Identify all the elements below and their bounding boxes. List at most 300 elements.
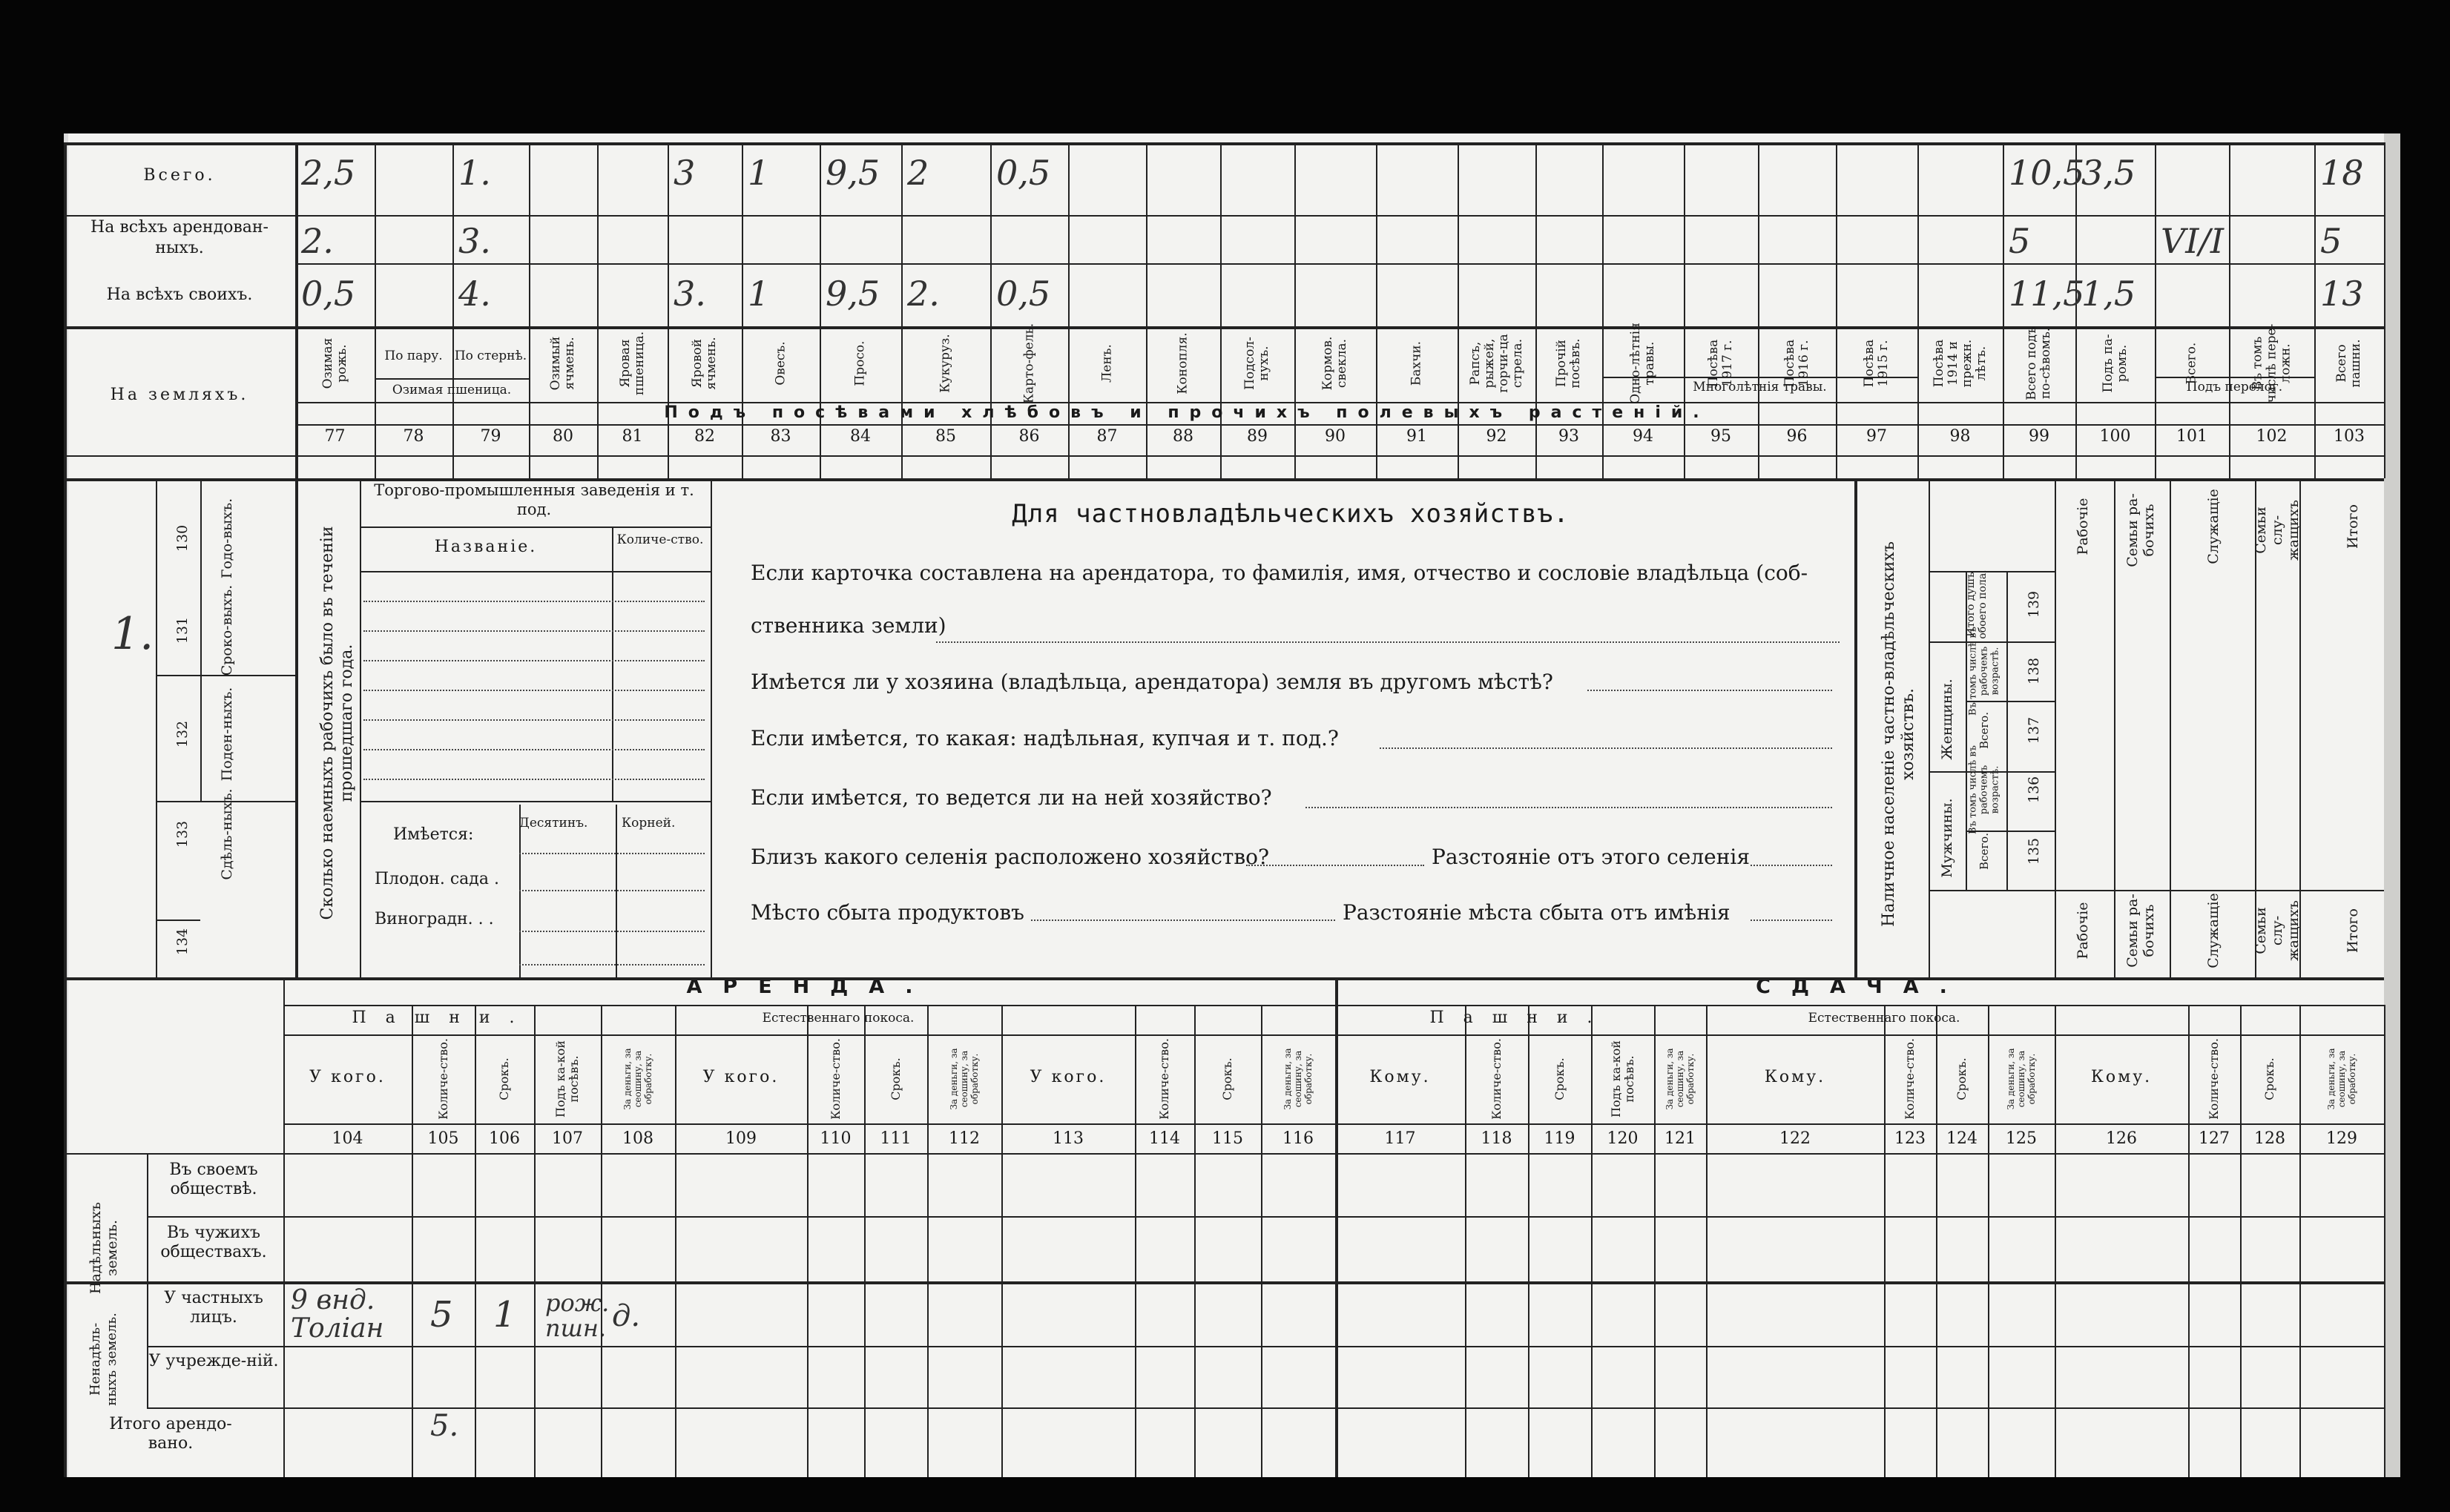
row-own-society: Въ своемъ обществѣ. — [169, 1161, 258, 1198]
col-header: Всего подъ по-сѣвомъ. — [2024, 326, 2053, 400]
rule-line — [2384, 142, 2385, 478]
rule-line — [612, 526, 613, 801]
cat-bottom-worker-families: Семьи ра-бочихъ — [2124, 894, 2157, 968]
rule-line — [2255, 478, 2256, 977]
row-label-own: На всѣхъ своихъ. — [106, 285, 253, 304]
handwritten-value: 2,5 — [301, 153, 356, 193]
row-total-leased: Итого арендо-вано. — [109, 1415, 232, 1453]
rule-line — [360, 526, 711, 528]
handwritten-value: 2. — [301, 221, 334, 261]
col-header: Подсол-нухъ. — [1242, 337, 1271, 390]
col-number: 91 — [1406, 427, 1427, 446]
rule-line — [711, 478, 712, 977]
col-number: 97 — [1866, 427, 1887, 446]
bottom-col-header: Срокъ. — [497, 1057, 511, 1100]
arenda-estestv: Естественнаго покоса. — [762, 1011, 915, 1026]
hand-row3-qty: 5 — [430, 1294, 453, 1336]
dotted-fill-line — [1031, 920, 1335, 921]
hand-row3-pay: д. — [612, 1299, 641, 1333]
col-number: 82 — [694, 427, 715, 446]
muzh-vtom: Въ томъ числѣ въ рабочемъ возрастѣ. — [1967, 745, 2001, 834]
bottom-col-number: 117 — [1384, 1129, 1416, 1148]
handwritten-value: 1,5 — [2081, 274, 2136, 314]
handwritten-value: 3. — [458, 221, 491, 261]
handwritten-value: 2 — [907, 153, 929, 193]
cat-top-total: Итого — [2345, 504, 2361, 549]
col-131-label: Сроко-выхъ. — [219, 584, 235, 676]
rule-line — [1966, 701, 2055, 702]
rule-line — [283, 1034, 2384, 1036]
sdacha-title: СДАЧА. — [1756, 975, 1968, 998]
rule-line — [2384, 1005, 2385, 1477]
question-1b: ственника земли) — [751, 613, 946, 638]
bottom-col-header: Подъ ка-кой посѣвъ. — [553, 1040, 581, 1118]
bottom-col-number: 110 — [820, 1129, 852, 1148]
col-133-label: Сдѣль-ныхъ. — [219, 788, 235, 880]
bottom-col-header: За деньги, за сеошину, за обработку. — [622, 1048, 653, 1110]
rule-line — [64, 977, 2384, 980]
rule-line — [64, 215, 2384, 217]
rule-line — [156, 920, 200, 921]
dotted-fill-line — [363, 719, 705, 721]
col-131-number: 131 — [174, 616, 191, 644]
rule-line — [147, 1407, 2384, 1409]
col-header: Яровой ячмень. — [690, 337, 719, 390]
cat-bottom-workers: Рабочіе — [2075, 902, 2091, 960]
nadel-vertical: Надѣльныхъ земель. — [88, 1201, 120, 1295]
dotted-fill-line — [1751, 920, 1832, 921]
bottom-col-header: За деньги, за сеошину, за обработку. — [2006, 1048, 2037, 1110]
col-132-label: Поден-ныхъ. — [219, 687, 235, 782]
col-header: Прочій посѣвъ. — [1554, 338, 1583, 389]
question-5b: Разстояніе отъ этого селенія — [1432, 845, 1750, 869]
col-130-number: 130 — [174, 524, 191, 552]
rule-line — [1929, 478, 1930, 977]
handwritten-value: 9,5 — [826, 274, 880, 314]
pop-138: 138 — [2026, 657, 2042, 685]
rule-line — [2188, 1005, 2190, 1477]
rule-line — [2006, 571, 2008, 890]
dotted-fill-line — [363, 630, 705, 632]
rule-line — [927, 1005, 929, 1477]
col-header: Озимая рожь. — [320, 337, 349, 389]
rule-line — [1335, 977, 1338, 1477]
bottom-col-header: Количе-ство. — [1903, 1038, 1917, 1120]
bottom-col-number: 125 — [2006, 1129, 2037, 1148]
handwritten-value: 3 — [674, 153, 696, 193]
rule-line — [2055, 890, 2384, 891]
col-number: 95 — [1710, 427, 1731, 446]
hand-row3-from: 9 внд. Толіан — [291, 1285, 384, 1344]
rule-line — [1884, 1005, 1886, 1477]
col-number: 85 — [935, 427, 956, 446]
bottom-col-number: 115 — [1212, 1129, 1243, 1148]
bottom-col-number: 126 — [2106, 1129, 2137, 1148]
col-number: 99 — [2029, 427, 2049, 446]
col-header: Кормов. свекла. — [1320, 336, 1349, 391]
rule-line — [64, 1281, 2384, 1284]
bottom-col-header: Срокъ. — [1955, 1057, 1969, 1100]
bottom-col-header: Количе-ство. — [435, 1038, 450, 1120]
col-header: Карто-фель. — [1021, 323, 1036, 404]
bottom-col-number: 108 — [622, 1129, 653, 1148]
bottom-col-header: Срокъ. — [1552, 1057, 1567, 1100]
rule-line — [1966, 571, 1967, 890]
rule-line — [283, 1005, 2384, 1006]
bottom-col-number: 114 — [1149, 1129, 1180, 1148]
bottom-col-header: У кого. — [309, 1068, 386, 1086]
row-institutions: У учрежде-ній. — [148, 1352, 279, 1370]
bottom-col-number: 116 — [1282, 1129, 1314, 1148]
rule-line — [295, 263, 2384, 265]
bottom-col-header: Срокъ. — [1220, 1057, 1234, 1100]
rule-line — [360, 478, 361, 977]
ozimaya-header: Озимая пшеница. — [392, 383, 512, 397]
cat-top-workers: Рабочіе — [2075, 498, 2091, 555]
muzh-vsego: Всего. — [1978, 833, 1991, 870]
handwritten-value: 2. — [907, 274, 940, 314]
zhen-vsego: Всего. — [1978, 712, 1991, 749]
rule-line — [147, 1153, 148, 1407]
desyatin-header: Десятинъ. — [519, 816, 588, 831]
rule-line — [295, 424, 2384, 426]
row-private-persons: У частныхъ лицъ. — [164, 1289, 263, 1327]
bottom-col-header: Подъ ка-кой посѣвъ. — [1608, 1040, 1636, 1118]
dotted-fill-line — [1305, 807, 1832, 808]
col-header: Въ томъ числѣ пере-ложн. — [2250, 323, 2293, 403]
bottom-col-header: Кому. — [2090, 1068, 2153, 1086]
col-number: 79 — [480, 427, 501, 446]
bottom-col-header: Количе-ство. — [1489, 1038, 1504, 1120]
rule-line — [2155, 377, 2314, 378]
col-header: Посѣва 1916 г. — [1782, 339, 1811, 388]
bottom-col-number: 120 — [1607, 1129, 1639, 1148]
rule-line — [1929, 771, 2055, 773]
workers-vertical-label: Сколько наемныхъ рабочихъ было въ теченіи прошедшаго года. — [318, 526, 356, 920]
handwritten-value: 10,5 — [2009, 153, 2085, 193]
col-header: Кукуруз. — [938, 334, 953, 393]
sdacha-estestv: Естественнаго покоса. — [1808, 1011, 1960, 1026]
rule-line — [1261, 1005, 1262, 1477]
rule-line — [64, 142, 2384, 145]
col-header: Подъ па-ромъ. — [2100, 334, 2130, 393]
hand-row3-term: 1 — [493, 1294, 516, 1336]
rule-line — [807, 1005, 809, 1477]
rule-line — [1854, 478, 1857, 977]
bottom-col-number: 119 — [1544, 1129, 1575, 1148]
bottom-col-number: 105 — [427, 1129, 459, 1148]
bottom-col-header: У кого. — [1030, 1068, 1107, 1086]
cat-top-staff-families: Семьи слу-жащихъ — [2253, 500, 2302, 561]
col-number: 100 — [2099, 427, 2131, 446]
dotted-fill-line — [363, 601, 705, 602]
handwritten-value: 0,5 — [996, 153, 1051, 193]
dotted-fill-line — [936, 641, 1840, 643]
col-number: 80 — [553, 427, 573, 446]
col-header: Посѣва 1915 г. — [1862, 339, 1891, 388]
bottom-col-number: 121 — [1664, 1129, 1696, 1148]
rule-line — [1929, 641, 2055, 643]
rule-line — [64, 455, 2384, 457]
mnogolet-header: Многолѣтнія травы. — [1693, 380, 1827, 394]
col-number: 84 — [850, 427, 871, 446]
vinograd-label: Виноградн. . . — [375, 910, 494, 928]
rule-line — [1194, 1005, 1196, 1477]
handwritten-value: 1 — [748, 274, 770, 314]
dotted-fill-line — [363, 749, 705, 750]
rule-line — [601, 1005, 602, 1477]
rule-line — [147, 1346, 2384, 1347]
col-header: Посѣва 1914 и прежн. лѣтъ. — [1931, 339, 1989, 388]
row-other-societies: Въ чужихъ обществахъ. — [160, 1224, 267, 1261]
sdacha-pashni: Пашни. — [1429, 1008, 1612, 1027]
rule-line — [1988, 1005, 1989, 1477]
question-3: Если имѣется, то какая: надѣльная, купчая и т. под.? — [751, 726, 1339, 750]
bottom-col-header: Срокъ. — [888, 1057, 903, 1100]
col-number: 83 — [770, 427, 791, 446]
rule-line — [375, 378, 529, 380]
dotted-fill-line — [1587, 690, 1832, 691]
row-label-leased-2: ныхъ. — [155, 239, 204, 257]
col-132-number: 132 — [174, 720, 191, 748]
question-6b: Разстояніе мѣста сбыта отъ имѣнія — [1343, 900, 1731, 925]
zhen-label: Женщины. — [1939, 679, 1955, 760]
rule-line — [2114, 478, 2115, 977]
dotted-fill-line — [363, 779, 705, 780]
rule-line — [1654, 1005, 1656, 1477]
rule-line — [475, 1005, 476, 1477]
col-header: По стернѣ. — [454, 349, 527, 363]
handwritten-value: 1. — [458, 153, 491, 193]
col-number: 86 — [1018, 427, 1040, 446]
cat-top-worker-families: Семьи ра-бочихъ — [2124, 493, 2157, 567]
question-6a: Мѣсто сбыта продуктовъ — [751, 900, 1024, 925]
col-number: 94 — [1633, 427, 1653, 446]
bottom-col-header: Количе-ство. — [2207, 1038, 2221, 1120]
arenda-pashni: Пашни. — [352, 1008, 534, 1027]
pop-137: 137 — [2026, 716, 2042, 745]
rule-line — [156, 675, 295, 676]
dotted-fill-line — [1751, 865, 1832, 866]
hand-row3-crop: рож. пшн. — [545, 1289, 610, 1342]
scan-edge — [2384, 133, 2400, 1477]
bottom-col-number: 106 — [489, 1129, 520, 1148]
col-header: Бахчи. — [1409, 340, 1424, 386]
cat-bottom-staff: Служащіе — [2205, 893, 2222, 968]
col-header: Овесъ. — [773, 341, 788, 386]
col-number: 102 — [2256, 427, 2288, 446]
bottom-col-number: 113 — [1053, 1129, 1084, 1148]
bottom-col-number: 123 — [1894, 1129, 1926, 1148]
korney-header: Корней. — [622, 816, 676, 831]
handwritten-value: 11,5 — [2009, 274, 2085, 314]
col-number: 103 — [2334, 427, 2365, 446]
rule-line — [1528, 1005, 1529, 1477]
rule-line — [534, 1005, 536, 1477]
col-number: 89 — [1247, 427, 1268, 446]
handwritten-value: 3. — [674, 274, 706, 314]
band-label: Подъ посѣвами хлѣбовъ и прочихъ полевыхъ растеній. — [664, 403, 1710, 422]
rule-line — [1135, 1005, 1136, 1477]
cat-top-staff: Служащіе — [2205, 489, 2222, 564]
bottom-col-number: 124 — [1946, 1129, 1978, 1148]
question-4: Если имѣется, то ведется ли на ней хозяйство? — [751, 785, 1272, 810]
dotted-fill-line — [519, 931, 705, 932]
imeetsya-label: Имѣется: — [393, 825, 474, 844]
rule-line — [1602, 377, 1917, 378]
zhen-vtom: Въ томъ числѣ въ рабочемъ возрастѣ. — [1967, 627, 2001, 716]
rule-line — [1929, 571, 2055, 572]
podper-header: Подъ перелог. — [2186, 380, 2283, 394]
plodon-label: Плодон. сада . — [375, 870, 499, 888]
handwritten-value: 0,5 — [996, 274, 1051, 314]
rule-line — [1465, 1005, 1466, 1477]
col-header: Всего пашни. — [2334, 339, 2363, 388]
question-1a: Если карточка составлена на арендатора, то фамилія, имя, отчество и сословіе владѣльца (соб- — [751, 561, 1808, 585]
handwritten-value: 5 — [2009, 221, 2031, 261]
cat-bottom-total: Итого — [2345, 908, 2361, 953]
bottom-col-number: 122 — [1779, 1129, 1811, 1148]
cat-bottom-staff-families: Семьи слу-жащихъ — [2253, 900, 2302, 961]
bottom-col-header: У кого. — [702, 1068, 780, 1086]
handwritten-value: 3,5 — [2081, 153, 2136, 193]
col-number: 87 — [1096, 427, 1118, 446]
row-label-leased: На всѣхъ арендован- — [90, 218, 269, 237]
trade-qty-header: Количе-ство. — [616, 532, 704, 547]
col-number: 93 — [1558, 427, 1579, 446]
bottom-col-number: 104 — [332, 1129, 363, 1148]
bottom-col-number: 112 — [949, 1129, 980, 1148]
dotted-fill-line — [1246, 865, 1424, 866]
rule-line — [156, 478, 157, 977]
rule-line — [412, 1005, 413, 1477]
dotted-fill-line — [1380, 747, 1832, 749]
handwritten-130: 1. — [111, 608, 154, 660]
dotted-fill-line — [519, 853, 705, 854]
bottom-col-number: 129 — [2326, 1129, 2357, 1148]
col-number: 90 — [1325, 427, 1346, 446]
rule-line — [864, 1005, 866, 1477]
bottom-col-header: За деньги, за сеошину, за обработку. — [1282, 1048, 1314, 1110]
rule-line — [1966, 831, 2055, 832]
dotted-fill-line — [363, 690, 705, 691]
col-134-number: 134 — [174, 928, 191, 956]
bottom-col-number: 111 — [880, 1129, 912, 1148]
nenadel-vertical: Ненадѣль-ныхъ земель. — [88, 1313, 119, 1406]
bottom-col-number: 118 — [1481, 1129, 1512, 1148]
trade-name-header: Названіе. — [434, 538, 538, 556]
rule-line — [64, 478, 2384, 481]
rule-line — [1929, 890, 2055, 891]
question-5a: Близъ какого селенія расположено хозяйство? — [751, 845, 1270, 869]
col-number: 77 — [324, 427, 346, 446]
col-number: 88 — [1173, 427, 1193, 446]
rule-line — [2170, 478, 2171, 977]
handwritten-value: 5 — [2320, 221, 2342, 261]
rule-line — [2299, 478, 2301, 977]
private-title: Для частновладѣльческихъ хозяйствъ. — [1012, 499, 1570, 529]
bottom-col-header: За деньги, за сеошину, за обработку. — [949, 1048, 980, 1110]
handwritten-value: 13 — [2320, 274, 2364, 314]
pop-136: 136 — [2026, 776, 2042, 804]
col-header: Озимый ячмень. — [548, 336, 577, 391]
col-133-number: 133 — [174, 820, 191, 848]
handwritten-value: VI/I — [2161, 221, 2225, 261]
dotted-fill-line — [519, 890, 705, 891]
col-header: Всего. — [2184, 342, 2199, 385]
bottom-col-header: Кому. — [1369, 1068, 1431, 1086]
col-header: Посѣва 1917 г. — [1706, 339, 1735, 388]
col-number: 96 — [1786, 427, 1808, 446]
bottom-col-number: 107 — [552, 1129, 583, 1148]
pop-139: 139 — [2026, 590, 2042, 618]
question-2: Имѣется ли у хозяина (владѣльца, арендатора) земля въ другомъ мѣстѣ? — [751, 670, 1553, 694]
itogo-dush: Итого душъ обоего пола. — [1965, 570, 1989, 639]
rule-line — [2299, 1005, 2301, 1477]
rule-line — [1591, 1005, 1593, 1477]
population-vertical-label: Наличное населеніе частно-владѣльческихъ хозяйствъ. — [1880, 541, 1917, 927]
rule-line — [2055, 478, 2056, 977]
rule-line — [1936, 1005, 1937, 1477]
col-header: Одно-лѣтнія травы. — [1628, 323, 1657, 404]
handwritten-value: 4. — [458, 274, 491, 314]
col-130-label: Годо-выхъ. — [219, 498, 235, 579]
col-header: Конопля. — [1175, 332, 1191, 394]
rule-line — [200, 478, 202, 801]
handwritten-value: 18 — [2320, 153, 2364, 193]
col-number: 101 — [2176, 427, 2207, 446]
col-header: Яровая пшеница. — [617, 331, 647, 396]
rule-line — [147, 1216, 2384, 1218]
col-header: Просо. — [852, 340, 868, 386]
rule-line — [283, 1123, 2384, 1125]
handwritten-value: 9,5 — [826, 153, 880, 193]
row-label-lands: На земляхъ. — [110, 386, 249, 404]
bottom-col-header: Срокъ. — [2262, 1057, 2276, 1100]
bottom-col-header: Кому. — [1764, 1068, 1826, 1086]
col-header: Ленъ. — [1099, 344, 1114, 383]
col-number: 78 — [403, 427, 424, 446]
col-number: 98 — [1949, 427, 1971, 446]
bottom-col-header: За деньги, за сеошину, за обработку. — [2326, 1048, 2357, 1110]
rule-line — [156, 801, 295, 802]
rule-line — [360, 571, 711, 572]
col-header: Рапсъ, рыжей, горчи-ца стрела. — [1467, 334, 1525, 393]
muzh-label: Мужчины. — [1939, 798, 1955, 878]
arenda-title: АРЕНДА. — [686, 975, 934, 998]
hand-total: 5. — [430, 1409, 459, 1443]
trade-title: Торгово-промышленныя заведенія и т. под. — [374, 481, 694, 518]
bottom-col-number: 127 — [2199, 1129, 2230, 1148]
bottom-col-header: Количе-ство. — [828, 1038, 843, 1120]
dotted-fill-line — [363, 660, 705, 661]
bottom-col-number: 128 — [2254, 1129, 2285, 1148]
rule-line — [295, 478, 298, 977]
rule-line — [64, 142, 67, 1477]
bottom-col-header: За деньги, за сеошину, за обработку. — [1664, 1048, 1696, 1110]
row-label-total: Всего. — [143, 166, 216, 185]
rule-line — [360, 801, 711, 802]
rule-line — [2240, 1005, 2242, 1477]
bottom-col-number: 109 — [725, 1129, 757, 1148]
col-number: 81 — [622, 427, 643, 446]
handwritten-value: 1 — [748, 153, 770, 193]
col-number: 92 — [1486, 427, 1507, 446]
handwritten-value: 0,5 — [301, 274, 356, 314]
dotted-fill-line — [519, 964, 705, 965]
pop-135: 135 — [2026, 837, 2042, 865]
bottom-col-header: Количе-ство. — [1157, 1038, 1171, 1120]
